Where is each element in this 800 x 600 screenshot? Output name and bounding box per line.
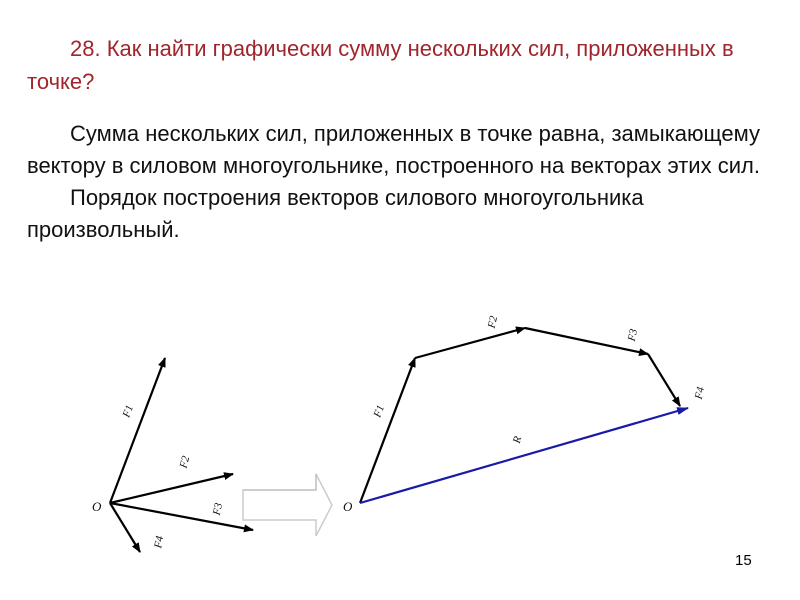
force-label-4: F4 (152, 535, 167, 550)
polygon-label-3: F3 (625, 327, 641, 343)
block-right-arrow-icon (243, 474, 332, 536)
force-vector-1 (110, 358, 165, 503)
page-number: 15 (735, 552, 752, 569)
polygon-vector-4 (648, 354, 680, 406)
force-vector-2 (110, 474, 233, 503)
polygon-label-1: F1 (371, 403, 388, 420)
force-label-1: F1 (120, 403, 137, 420)
slide-title: 28. Как найти графически сумму нескольких сил, приложенных в точке? (27, 36, 734, 94)
concurrent-forces (92, 358, 253, 552)
force-label-2: F2 (177, 454, 193, 470)
force-vector-3 (110, 503, 253, 530)
force-label-3: F3 (210, 501, 226, 517)
force-vector-4 (110, 503, 140, 552)
force-polygon (343, 314, 707, 514)
polygon-label-2: F2 (485, 314, 501, 330)
polygon-vector-2 (415, 328, 525, 358)
polygon-label-4: F4 (692, 385, 708, 401)
resultant-vector (360, 408, 688, 503)
polygon-vector-1 (360, 358, 415, 503)
paragraph-order-note: Порядок построения векторов силового многоугольника произвольный. (27, 185, 644, 242)
resultant-label: R (510, 435, 525, 445)
paragraph-sum-definition: Сумма нескольких сил, приложенных в точке равна, замыкающему вектору в силовом многоугольнике, построенного на векторах этих сил. (27, 121, 761, 178)
origin-label-right: O (343, 499, 353, 514)
origin-label-left: O (92, 499, 102, 514)
